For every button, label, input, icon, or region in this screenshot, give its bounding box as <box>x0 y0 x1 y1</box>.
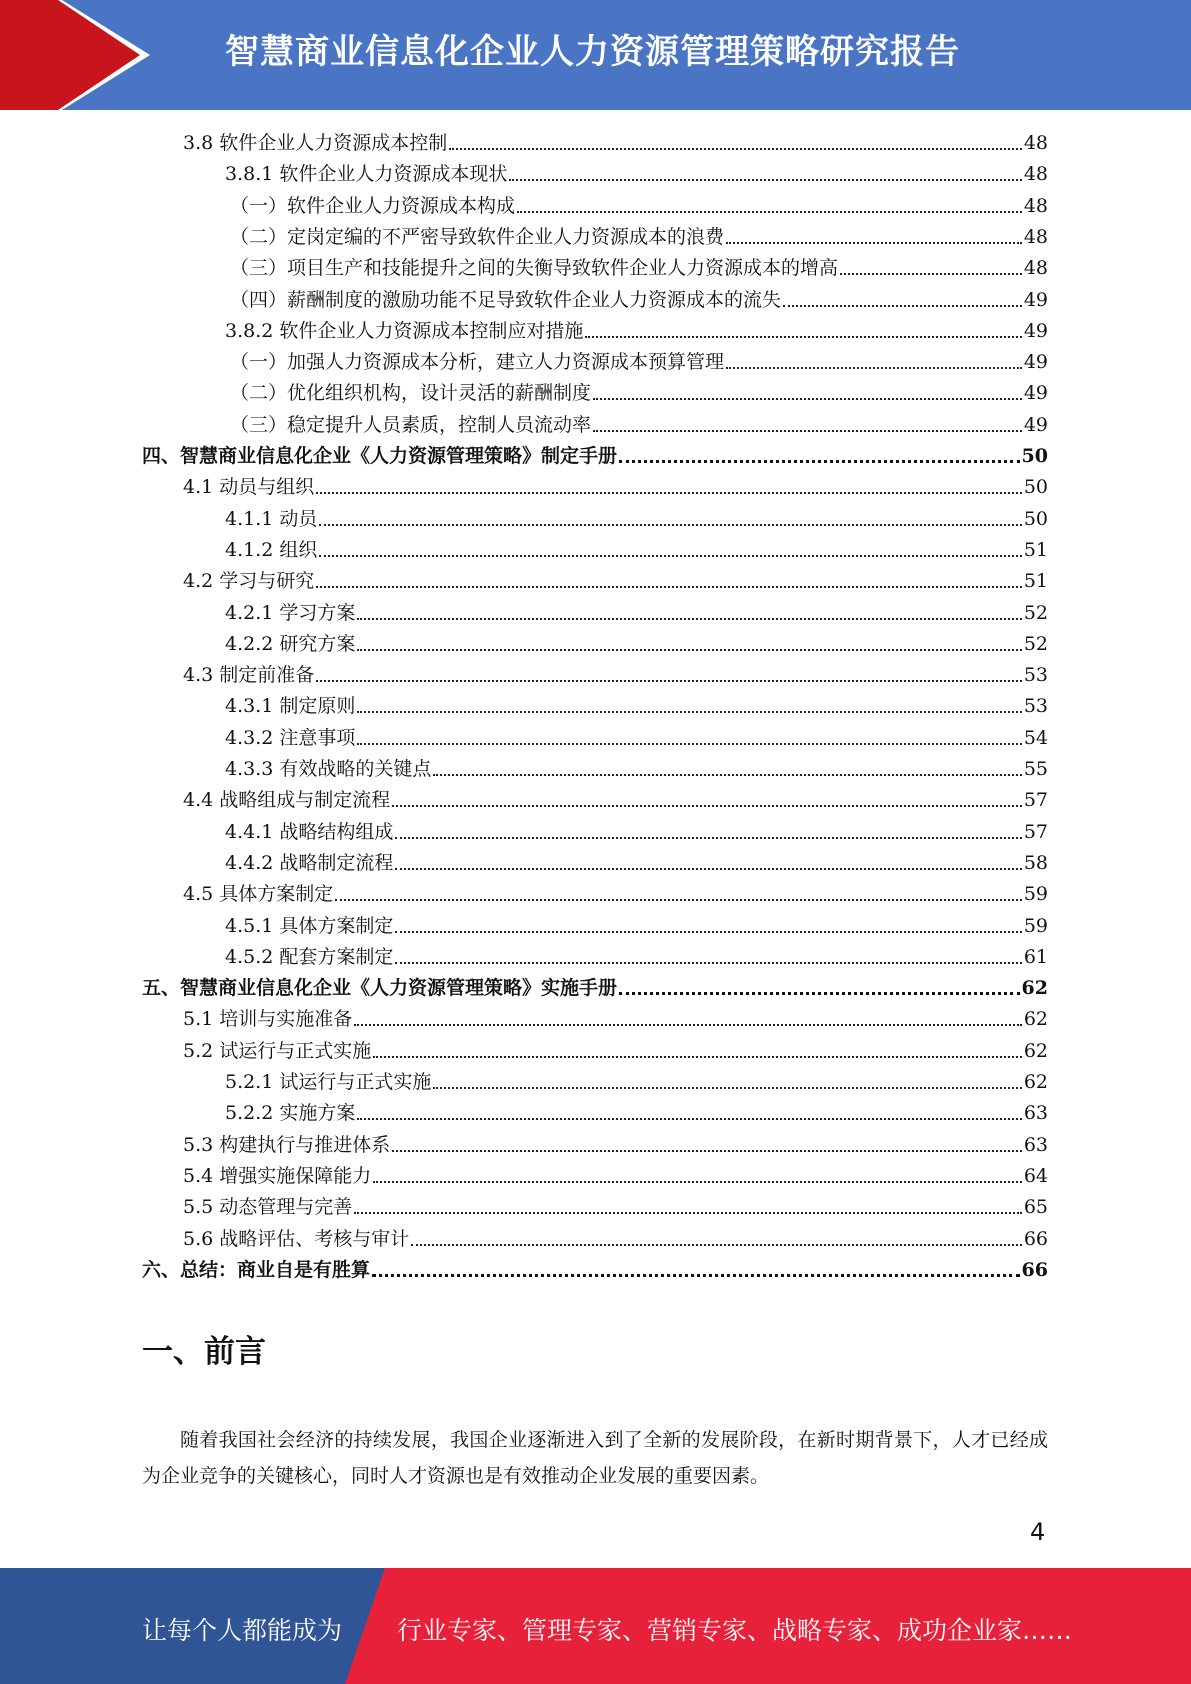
toc-entry-label: 5.1 培训与实施准备 <box>183 1008 353 1031</box>
toc-entry[interactable] <box>183 1131 1048 1159</box>
toc-entry[interactable] <box>142 974 1048 1002</box>
toc-entry-label: 4.4.1 战略结构组成 <box>225 820 394 843</box>
toc-entry-page: 66 <box>1023 1227 1048 1250</box>
toc-leader-dots <box>395 931 1021 933</box>
toc-leader-dots <box>395 962 1021 964</box>
toc-leader-dots <box>433 1087 1021 1089</box>
toc-entry[interactable] <box>183 1225 1048 1253</box>
toc-entry-label: 5.5 动态管理与完善 <box>183 1196 353 1219</box>
page-header <box>0 0 1191 110</box>
toc-leader-dots <box>783 305 1022 307</box>
toc-entry[interactable] <box>183 880 1048 908</box>
toc-entry-page: 49 <box>1023 382 1048 405</box>
page-number: 4 <box>1030 1518 1046 1546</box>
toc-entry[interactable] <box>225 692 1048 720</box>
toc-entry-label: 5.6 战略评估、考核与审计 <box>183 1227 410 1250</box>
toc-entry-label: 5.2.2 实施方案 <box>225 1102 356 1125</box>
toc-entry[interactable] <box>225 630 1048 658</box>
toc-entry-page: 51 <box>1023 538 1048 561</box>
toc-entry[interactable] <box>183 786 1048 814</box>
toc-leader-dots <box>372 1274 1020 1277</box>
toc-entry-label: 五、智慧商业信息化企业《人力资源管理策略》实施手册 <box>142 977 618 1000</box>
toc-entry[interactable] <box>225 724 1048 752</box>
toc-entry-label: 4.3.2 注意事项 <box>225 726 356 749</box>
toc-leader-dots <box>373 1181 1022 1183</box>
toc-entry-label: 4.2 学习与研究 <box>183 570 315 593</box>
toc-entry[interactable] <box>225 943 1048 971</box>
toc-entry-page: 49 <box>1023 413 1048 436</box>
toc-entry-label: 4.2.1 学习方案 <box>225 601 356 624</box>
toc-leader-dots <box>619 460 1020 463</box>
toc-entry-page: 49 <box>1023 319 1048 342</box>
toc-entry-page: 49 <box>1023 351 1048 374</box>
toc-entry-page: 49 <box>1023 288 1048 311</box>
toc-entry-page: 52 <box>1023 632 1048 655</box>
toc-leader-dots <box>357 649 1021 651</box>
toc-entry[interactable] <box>183 1037 1048 1065</box>
toc-entry-page: 53 <box>1023 664 1048 687</box>
toc-entry-page: 62 <box>1023 1071 1048 1093</box>
toc-entry-page: 61 <box>1023 945 1048 968</box>
toc-entry[interactable] <box>225 536 1048 564</box>
toc-entry-label: 4.4.2 战略制定流程 <box>225 851 394 874</box>
toc-leader-dots <box>357 711 1021 713</box>
toc-entry[interactable] <box>230 379 1048 407</box>
toc-entry[interactable] <box>142 442 1048 470</box>
toc-leader-dots <box>392 1150 1022 1152</box>
toc-entry[interactable] <box>230 192 1048 220</box>
toc-entry-label: （三）稳定提升人员素质，控制人员流动率 <box>230 413 592 436</box>
header-arrow-decoration <box>0 0 150 110</box>
toc-entry-label: （二）优化组织机构，设计灵活的薪酬制度 <box>230 382 592 405</box>
toc-entry-label: 5.3 构建执行与推进体系 <box>183 1133 391 1156</box>
toc-entry[interactable] <box>225 912 1048 940</box>
toc-entry[interactable] <box>183 1193 1048 1221</box>
toc-leader-dots <box>316 680 1022 682</box>
toc-leader-dots <box>354 1024 1022 1026</box>
toc-entry[interactable] <box>142 1256 1048 1284</box>
toc-entry[interactable] <box>230 411 1048 439</box>
toc-entry-label: （四）薪酬制度的激励功能不足导致软件企业人力资源成本的流失 <box>230 288 782 311</box>
toc-entry-page: 53 <box>1023 695 1048 718</box>
toc-entry-label: 4.5 具体方案制定 <box>183 883 334 906</box>
toc-entry-page: 48 <box>1023 225 1048 248</box>
toc-entry-label: （一）软件企业人力资源成本构成 <box>230 194 516 217</box>
toc-leader-dots <box>840 273 1022 275</box>
toc-entry-label: 5.4 增强实施保障能力 <box>183 1164 372 1187</box>
section-heading: 一、前言 <box>142 1334 266 1370</box>
toc-entry[interactable] <box>183 567 1048 595</box>
toc-entry-label: 5.2.1 试运行与正式实施 <box>225 1071 432 1093</box>
toc-leader-dots <box>319 524 1021 526</box>
toc-entry-label: 3.8.1 软件企业人力资源成本现状 <box>225 163 508 186</box>
toc-entry-label: 4.1.2 组织 <box>225 538 318 561</box>
toc-leader-dots <box>619 992 1020 995</box>
footer-slogan-left: 让每个人都能成为 <box>142 1616 343 1645</box>
toc-leader-dots <box>593 398 1022 400</box>
toc-entry[interactable] <box>183 661 1048 689</box>
toc-leader-dots <box>357 743 1021 745</box>
toc-entry[interactable] <box>230 286 1048 314</box>
toc-entry-page: 65 <box>1023 1196 1048 1219</box>
toc-entry-label: （二）定岗定编的不严密导致软件企业人力资源成本的浪费 <box>230 225 725 248</box>
toc-entry[interactable] <box>230 223 1048 251</box>
toc-entry-page: 48 <box>1023 163 1048 186</box>
toc-entry[interactable] <box>225 1068 1048 1096</box>
toc-entry-label: 4.1.1 动员 <box>225 507 318 530</box>
toc-entry[interactable] <box>225 160 1048 188</box>
toc-leader-dots <box>357 618 1021 620</box>
toc-entry-label: 4.3.1 制定原则 <box>225 695 356 718</box>
toc-leader-dots <box>392 805 1022 807</box>
toc-entry[interactable] <box>225 599 1048 627</box>
toc-leader-dots <box>726 242 1022 244</box>
toc-leader-dots <box>335 899 1022 901</box>
toc-entry-label: 5.2 试运行与正式实施 <box>183 1039 372 1062</box>
toc-entry-label: 3.8.2 软件企业人力资源成本控制应对措施 <box>225 319 584 342</box>
toc-entry-page: 63 <box>1023 1133 1048 1156</box>
toc-leader-dots <box>316 586 1022 588</box>
toc-entry-page: 50 <box>1021 445 1048 467</box>
toc-entry[interactable] <box>183 1162 1048 1190</box>
toc-entry-label: 4.5.2 配套方案制定 <box>225 945 394 968</box>
toc-entry-label: 四、智慧商业信息化企业《人力资源管理策略》制定手册 <box>142 445 618 467</box>
toc-entry-page: 59 <box>1023 883 1048 906</box>
toc-entry-label: （一）加强人力资源成本分析，建立人力资源成本预算管理 <box>230 351 725 374</box>
toc-entry-page: 57 <box>1023 820 1048 843</box>
page-footer <box>0 1568 1191 1684</box>
toc-leader-dots <box>726 367 1022 369</box>
toc-entry-page: 48 <box>1023 132 1048 154</box>
toc-entry-page: 62 <box>1023 1039 1048 1062</box>
toc-entry-page: 64 <box>1023 1164 1048 1187</box>
toc-leader-dots <box>319 555 1021 557</box>
toc-leader-dots <box>373 1056 1022 1058</box>
toc-entry-label: 4.3 制定前准备 <box>183 664 315 687</box>
toc-entry-page: 59 <box>1023 914 1048 937</box>
toc-entry-page: 57 <box>1023 789 1048 812</box>
toc-entry-label: 六、总结：商业自是有胜算 <box>142 1258 371 1281</box>
toc-leader-dots <box>316 492 1022 494</box>
toc-entry[interactable] <box>183 129 1048 157</box>
report-title: 智慧商业信息化企业人力资源管理策略研究报告 <box>225 32 960 72</box>
toc-entry-page: 52 <box>1023 601 1048 624</box>
toc-entry-label: 4.1 动员与组织 <box>183 476 315 499</box>
intro-paragraph: 随着我国社会经济的持续发展，我国企业逐渐进入到了全新的发展阶段，在新时期背景下，人才已经成为企业竞争的关键核心，同时人才资源也是有效推动企业发展的重要因素。 <box>142 1429 1048 1487</box>
toc-entry-page: 58 <box>1023 851 1048 874</box>
toc-entry-label: （三）项目生产和技能提升之间的失衡导致软件企业人力资源成本的增高 <box>230 257 839 280</box>
toc-entry-page: 66 <box>1021 1258 1048 1281</box>
toc-leader-dots <box>433 774 1021 776</box>
toc-entry-page: 62 <box>1021 977 1048 1000</box>
toc-leader-dots <box>411 1244 1022 1246</box>
toc-entry[interactable] <box>230 254 1048 282</box>
toc-leader-dots <box>449 148 1022 150</box>
toc-entry[interactable] <box>225 755 1048 783</box>
toc-entry-page: 51 <box>1023 570 1048 593</box>
toc-entry-label: 4.2.2 研究方案 <box>225 632 356 655</box>
toc-leader-dots <box>593 430 1022 432</box>
toc-entry-label: 3.8 软件企业人力资源成本控制 <box>183 132 448 154</box>
toc-entry[interactable] <box>183 1005 1048 1033</box>
toc-leader-dots <box>354 1212 1022 1214</box>
toc-entry[interactable] <box>225 1099 1048 1127</box>
toc-entry[interactable] <box>230 348 1048 376</box>
toc-entry-page: 48 <box>1023 194 1048 217</box>
footer-slogan-right: 行业专家、管理专家、营销专家、战略专家、成功企业家…… <box>397 1616 1073 1645</box>
toc-leader-dots <box>395 837 1021 839</box>
toc-entry[interactable] <box>225 317 1048 345</box>
toc-leader-dots <box>517 211 1022 213</box>
toc-entry-page: 63 <box>1023 1102 1048 1125</box>
toc-entry[interactable] <box>183 473 1048 501</box>
toc-entry-label: 4.3.3 有效战略的关键点 <box>225 758 432 780</box>
toc-entry-page: 55 <box>1023 758 1048 780</box>
toc-entry[interactable] <box>225 849 1048 877</box>
toc-entry-label: 4.5.1 具体方案制定 <box>225 914 394 937</box>
toc-leader-dots <box>509 179 1021 181</box>
toc-leader-dots <box>395 868 1021 870</box>
toc-entry[interactable] <box>225 505 1048 533</box>
toc-entry[interactable] <box>225 818 1048 846</box>
toc-leader-dots <box>357 1118 1021 1120</box>
toc-entry-page: 54 <box>1023 726 1048 749</box>
toc-entry-page: 48 <box>1023 257 1048 280</box>
toc-entry-label: 4.4 战略组成与制定流程 <box>183 789 391 812</box>
toc-leader-dots <box>585 336 1021 338</box>
toc-entry-page: 50 <box>1023 476 1048 499</box>
toc-entry-page: 50 <box>1023 507 1048 530</box>
toc-entry-page: 62 <box>1023 1008 1048 1031</box>
